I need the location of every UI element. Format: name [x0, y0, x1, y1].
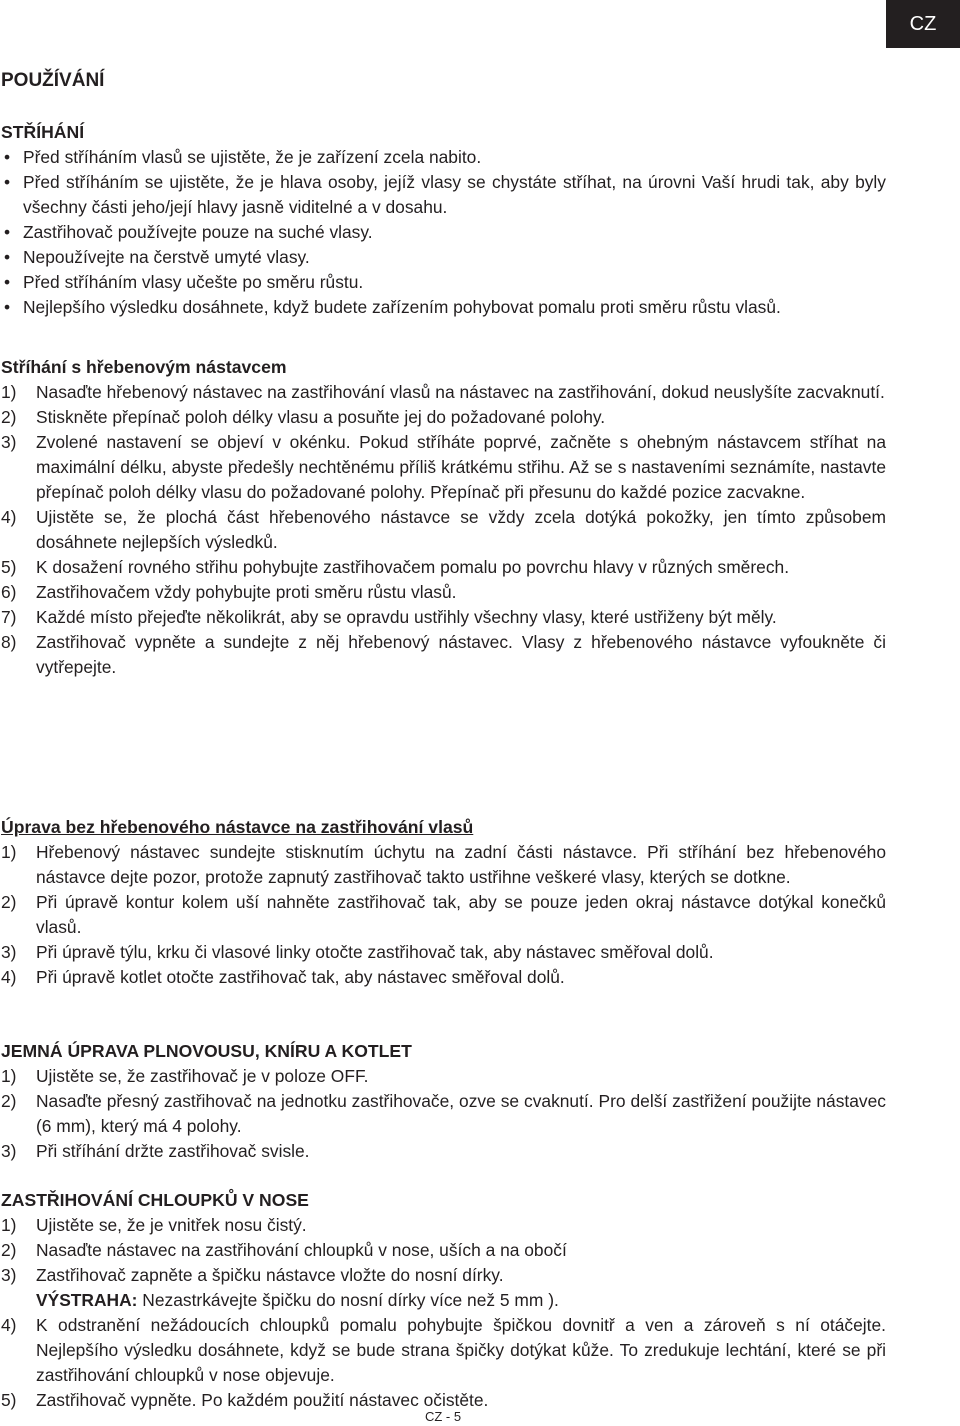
list-item: 2) Nasaďte nástavec na zastřihování chloupků v nose, uších a na obočí [1, 1240, 567, 1260]
bullet-item: • Zastřihovač používejte pouze na suché vlasy. [1, 220, 886, 245]
warning-label: VÝSTRAHA: [36, 1290, 138, 1310]
list-item: 4) Při úpravě kotlet otočte zastřihovač tak, aby nástavec směřoval dolů. [1, 967, 565, 987]
warning-text: Nezastrkávejte špičku do nosní dírky více než 5 mm ). [137, 1290, 559, 1310]
list-item: 1) Ujistěte se, že zastřihovač je v poloze OFF. [1, 1066, 369, 1086]
numbered-list [1, 1213, 886, 1413]
list-item: 3) Zvolené nastavení se objeví v okénku. Pokud stříháte poprvé, začněte s ohebným nástavcem stříhat na maximální délku, abyste předešly nechtěnému příliš krátkému střihu. Až se s nastaveními seznámíte, nastavte přepínač poloh délky vlasu do požadované polohy. Přepínač při přesunu do každé pozice zacvakne. [1, 432, 886, 502]
section-heading: Úprava bez hřebenového nástavce na zastřihování vlasů [1, 817, 474, 837]
bullet-item: • Před stříháním vlasy učešte po směru růstu. [1, 270, 886, 295]
list-item: 3) Při stříhání držte zastřihovač svisle. [1, 1141, 310, 1161]
section-nos [1, 1188, 886, 1413]
list-item: 4) Ujistěte se, že plochá část hřebenového nástavce se vždy zcela dotýká pokožky, jen tímto způsobem dosáhnete nejlepších výsledků. [1, 507, 886, 552]
list-item: 8) Zastřihovač vypněte a sundejte z něj hřebenový nástavec. Vlasy z hřebenového nástavce vyfoukněte či vytřepejte. [1, 632, 886, 677]
section-heading: ZASTŘIHOVÁNÍ CHLOUPKŮ V NOSE [1, 1190, 309, 1210]
list-item: 7) Každé místo přejeďte několikrát, aby se opravdu ustřihly všechny vlasy, které ustřiženy být měly. [1, 607, 777, 627]
bullet-item: • Nepoužívejte na čerstvě umyté vlasy. [1, 245, 886, 270]
list-item: 3) Při úpravě týlu, krku či vlasové linky otočte zastřihovač tak, aby nástavec směřoval dolů. [1, 942, 714, 962]
section-heading: JEMNÁ ÚPRAVA PLNOVOUSU, KNÍRU A KOTLET [1, 1041, 412, 1061]
section-jemna-uprava [1, 1039, 886, 1164]
list-item: 6) Zastřihovačem vždy pohybujte proti směru růstu vlasů. [1, 582, 457, 602]
list-item: 2) Stiskněte přepínač poloh délky vlasu a posuňte jej do požadované polohy. [1, 407, 606, 427]
numbered-list [1, 840, 886, 990]
bullet-item: • Nejlepšího výsledku dosáhnete, když budete zařízením pohybovat pomalu proti směru růstu vlasů. [1, 295, 886, 320]
page-title: POUŽÍVÁNÍ [1, 70, 105, 91]
list-item: 1) Ujistěte se, že je vnitřek nosu čistý. [1, 1215, 307, 1235]
language-tab: CZ [886, 0, 960, 48]
list-item: 1) Nasaďte hřebenový nástavec na zastřihování vlasů na nástavec na zastřihování, dokud neuslyšíte zacvaknutí. [1, 382, 885, 402]
bullet-item: • Před stříháním se ujistěte, že je hlava osoby, jejíž vlasy se chystáte stříhat, na úrovni Vaší hrudi tak, aby byly všechny části jeho/její hlavy jasně viditelné a v dosahu. [1, 170, 886, 220]
list-item: 2) Nasaďte přesný zastřihovač na jednotku zastřihovače, ozve se cvaknutí. Pro delší zastřižení použijte nástavec (6 mm), který má 4 polohy. [1, 1091, 886, 1136]
section-s-hrebenem [1, 355, 886, 680]
list-item: 4) K odstranění nežádoucích chloupků pomalu pohybujte špičkou dovnitř a ven a zároveň s ní otáčejte. Nejlepšího výsledku dosáhnete, když se bude strana špičky dotýkat kůže. To zredukuje lechtání, které se při zastřihování chloupků v nose objevuje. [1, 1315, 886, 1385]
list-item: 2) Při úpravě kontur kolem uší nahněte zastřihovač tak, aby se pouze jeden okraj nástavce dotýkal konečků vlasů. [1, 892, 886, 937]
list-item: 5) Zastřihovač vypněte. Po každém použití nástavec očistěte. [1, 1390, 489, 1410]
section-bez-hrebene [1, 815, 886, 990]
list-item: 1) Hřebenový nástavec sundejte stisknutím úchytu na zadní části nástavce. Při stříhání bez hřebenového nástavce dejte pozor, protože zapnutý zastřihovač takto ustřihne veškeré vlasy, kterých se dotkne. [1, 842, 886, 887]
bullet-item: • Před stříháním vlasů se ujistěte, že je zařízení zcela nabito. [1, 145, 886, 170]
section-heading: Stříhání s hřebenovým nástavcem [1, 357, 287, 377]
numbered-list [1, 1064, 886, 1164]
list-item: 3) Zastřihovač zapněte a špičku nástavce vložte do nosní dírky. VÝSTRAHA: Nezastrkávejte špičku do nosní dírky více než 5 mm ). [1, 1265, 559, 1310]
section-strihani [1, 120, 886, 320]
page-footer: CZ - 5 [424, 1409, 462, 1424]
list-item: 5) K dosažení rovného střihu pohybujte zastřihovačem pomalu po povrchu hlavy v různých směrech. [1, 557, 790, 577]
section-heading: STŘÍHÁNÍ [1, 122, 85, 142]
bullet-list [1, 145, 886, 320]
numbered-list [1, 380, 886, 680]
